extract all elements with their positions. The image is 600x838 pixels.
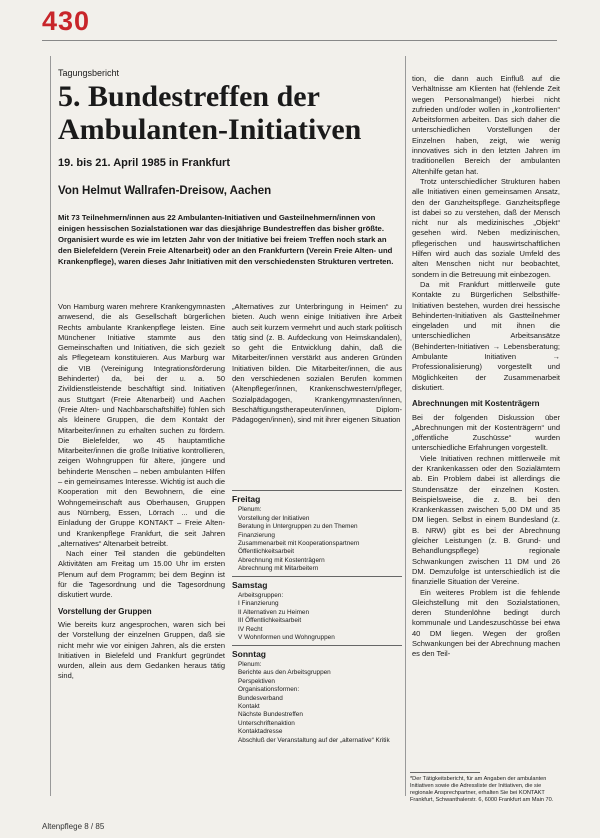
box-heading-sonntag: Sonntag: [232, 648, 266, 659]
footnote: *Der Tätigkeitsbericht, für am Angaben der ambulanten Initiativen sowie die Adressliste der Initiativen, die sie regionale Ansprechpartner, erhalten Sie bei KONTAKT Frankfurt, Schwanthalerstr. 6, 6000 Frankfurt am Main 70.: [410, 776, 554, 803]
list-item: I Finanzierung: [238, 600, 279, 608]
left-margin-rule: [50, 56, 51, 796]
col1-paragraph-2: Nach einer Teil standen die gebündelten Aktivitäten am Freitag um 15.00 Uhr im ersten Plenum auf dem Programm; bei dem Beginn ist für die Tagesordnung und die Tagesordnung diskutiert wurde.: [58, 549, 225, 600]
list-item: Kontakt: [238, 702, 260, 710]
col3b-paragraph-3: Ein weiteres Problem ist die fehlende Gleichstellung mit den Sozialstationen, deren Stundenlöhne bedingt durch kommunale und Landeszuschüsse bei etwa 40 DM liegen. Wegen der großen Schwankungen bei der Abrechnung machen es den Teil-: [412, 587, 560, 659]
col1-paragraph-1: Von Hamburg waren mehrere Krankengymnasten anwesend, die als Gesellschaft bürgerlichen Rechts ambulante Krankenpflege leisten. Eine Münchener Initiative stammte aus den Gemeinschaften und Initiativen, die sich gezielt als Pflegeteam konstituieren. Aus Marburg war die VIB (Vereinigung Integrationsförderung Behinderter) da, bei der u. a. 50 Zivildienstleistende beschäftigt sind. Initiativen aus Stuttgart (Freie Altenarbeit) und Aachen (Freie Alten- und Nachbarschaftshilfe) fühlen sich als kleinere Gruppen, die dem Kontakt der Mitarbeiter/innen zu erhalten suchen zu fördern. Die Bielefelder, wo 45 hauptamtliche Mitarbeiter/innen die große Initiative kontrollieren, zeigen Wohngruppen für ältere, jüngere und behinderte Menschen – neben ambulanten Hilfen – ein gemeinsames Interesse. Wichtig ist auch die Kooperation mit den Bewohnern, die eine Wohngemeinschaft aus Oberhausen, Gruppen aus Nürnberg, Essen, Lörrach ... und die Einladung der Gruppe KONTAKT – Freie Alten- und Krankenpflege Frankfurt, die seit Jahren „alternatives“ Altenarbeit betreibt.: [58, 302, 225, 548]
list-item: III Öffentlichkeitsarbeit: [238, 617, 302, 625]
list-item: Finanzierung: [238, 531, 275, 539]
list-item: Abschluß der Veranstaltung auf der „alternative“ Kritik: [238, 736, 390, 744]
title-line-2: Ambulanten-Initiativen: [58, 113, 362, 146]
author-line: Von Helmut Wallrafen-Dreisow, Aachen: [58, 185, 272, 197]
col3-paragraph-3: Da mit Frankfurt mittlerweile gute Kontakte zu Bürgerlichen Selbsthilfe-Initiativen bestehen, wurden drei hessische Behinderten-Initiativen als Gastteilnehmer eingeladen und mit ihnen die unterschiedlichen Arbeitsansätze (Behinderten-Initiativen → Lebensberatung; Ambulante Initiativen → Professionalisierung) vorgestellt und Möglichkeiten der Zusammenarbeit diskutiert.: [412, 279, 560, 392]
col1-heading: Vorstellung der Gruppen: [58, 606, 152, 616]
box-list-freitag: [232, 506, 402, 573]
list-item: Organisationsformen:: [238, 686, 300, 694]
col3b-paragraph-1: Bei der folgenden Diskussion über „Abrechnungen mit der Kostenträgern“ und „öffentliche Zuschüsse“ wurden unterschiedliche Erfahrungen vorgestellt.: [412, 412, 560, 453]
list-item: IV Recht: [238, 625, 263, 633]
list-item: Arbeitsgruppen:: [238, 592, 284, 600]
program-box: [232, 488, 402, 788]
list-item: Plenum:: [238, 660, 262, 668]
title-line-1: 5. Bundestreffen der: [58, 80, 320, 113]
column-rule: [405, 56, 406, 796]
footnote-rule: [410, 772, 480, 773]
box-heading-freitag: Freitag: [232, 494, 261, 504]
list-item: Unterschriftenaktion: [238, 719, 295, 727]
page-footer: Altenpflege 8 / 85: [42, 822, 105, 831]
list-item: Plenum:: [238, 506, 262, 514]
list-item: Öffentlichkeitsarbeit: [238, 548, 295, 556]
intro-paragraph: Mit 73 Teilnehmern/innen aus 22 Ambulanten-Initiativen und Gasteilnehmern/innen von einigen hessischen Sozialstationen war das diesjährige Bundestreffen das bisher größte. Organisiert wurde es wie im letzten Jahr von der Initiative bei freiem Treffen noch stark an den Bielefeldern (Verein Freie Altenarbeit) oder an den Frankfurtern (Verein Freie Alten- und Krankenpflege), waren dieses Jahr Initiativen mit den verschiedensten Strukturen vertreten.: [58, 213, 394, 266]
kicker: Tagungsbericht: [58, 68, 120, 78]
top-rule: [42, 40, 557, 41]
col3b-paragraph-2: Viele Initiativen rechnen mittlerweile mit der Krankenkassen oder den Sozialämtern ab. Ein Problem dabei ist allerdings die Stundensätze der einzelnen Kosten. Beispielsweise, die z. B. bei den Krankenkassen zwischen 5,00 DM und 35 DM liegen. Selbst in einem Bundesland (z. B. NRW) gibt es bei der Abrechnung gleicher Leistungen (z. B. Grund- und Behandlungspflege) regionale Schwankungen zwischen 11 DM und 26 DM. Demzufolge ist unterschiedlich ist die finanzielle Situation der Vereine.: [412, 453, 560, 587]
list-item: Vorstellung der Initiativen: [238, 514, 310, 522]
article-subtitle: 19. bis 21. April 1985 in Frankfurt: [58, 157, 230, 169]
box-list-sonntag: [232, 661, 402, 745]
box-heading-samstag: Samstag: [232, 579, 268, 590]
box-divider: [232, 576, 402, 577]
column-3: [412, 74, 560, 660]
box-divider: [232, 490, 402, 491]
list-item: Bundesverband: [238, 694, 283, 702]
list-item: II Alternativen zu Heimen: [238, 608, 310, 616]
list-item: Nächste Bundestreffen: [238, 711, 303, 719]
box-divider: [232, 645, 402, 646]
article-title: [58, 80, 398, 146]
col3-paragraph-2: Trotz unterschiedlicher Strukturen haben alle Initiativen einen gemeinsamen Ansatz, den der Ganzheitspflege. Ganzheitspflege ist dabei so zu verstehen, daß der Mensch nicht nur als medizinisches „Objekt“ gesehen wird. Neben medizinischen, pflegerischen und hauswirtschaftlichen Hilfen wird auch das soziale Umfeld des alten Menschen nicht nur beobachtet, sondern in die Betreuung mit einbezogen.: [412, 176, 560, 279]
list-item: V Wohnformen und Wohngruppen: [238, 634, 335, 642]
column-1: [58, 302, 225, 682]
col2-paragraph-1: „Alternatives zur Unterbringung in Heimen“ zu bieten. Auch wenn einige Initiativen ihre Arbeit auch seit kurzem vermehrt und auch stark politisch tätig sind (z. B. Aufdeckung von Heimskandalen), so geht die Entwicklung dahin, daß die Mitarbeiter/innen verstärkt aus anderen Gründen Initiativen bilden. Die Mitarbeiter/innen, die aus den verschiedenen sozialen Berufen kommen (Altenpfleger/innen, Krankenschwestern/pfleger, Sozialpädagogen, Krankengymnasten/innen, Beschäftigungstherapeuten/innen, Diplom-Pädagogen/innen), sind mit ihrer eigenen Situation: [232, 302, 402, 425]
box-list-samstag: [232, 592, 402, 642]
list-item: Kontaktadresse: [238, 728, 283, 736]
col1b-paragraph-1: Wie bereits kurz angesprochen, waren sich bei der Vorstellung der einzelnen Gruppen, daß sie nicht mehr wie vor einigen Jahren, als die ersten Initiativen in Bielefeld und Frankfurt gegründet wurden, allein aus dem Gedanken heraus tätig sind,: [58, 619, 225, 681]
list-item: Zusammenarbeit mit Kooperationspartnern: [238, 540, 360, 548]
list-item: Abrechnung mit Kostenträgern: [238, 556, 325, 564]
list-item: Berichte aus den Arbeitsgruppen: [238, 669, 331, 677]
list-item: Perspektiven: [238, 677, 275, 685]
col3-paragraph-1: tion, die dann auch Einfluß auf die Verhältnisse am Klienten hat (fehlende Zeit wegen Personalmangel) hierbei nicht zufrieden und/oder wollen in „kontrollierten“ Arbeitsformen arbeiten. Das sich daher die unterschiedlichen Vorstellungen der Einzelnen haben, zeigt, wie wenig innovatives sich in den letzten Jahren im traditionellen Bereich der ambulanten Altenhilfe getan hat.: [412, 74, 560, 176]
list-item: Beratung in Untergruppen zu den Themen: [238, 523, 358, 531]
column-2: [232, 302, 402, 426]
col3-heading: Abrechnungen mit Kostenträgern: [412, 399, 540, 409]
list-item: Abrechnung mit Mitarbeitern: [238, 565, 319, 573]
page-number: 430: [42, 6, 91, 36]
